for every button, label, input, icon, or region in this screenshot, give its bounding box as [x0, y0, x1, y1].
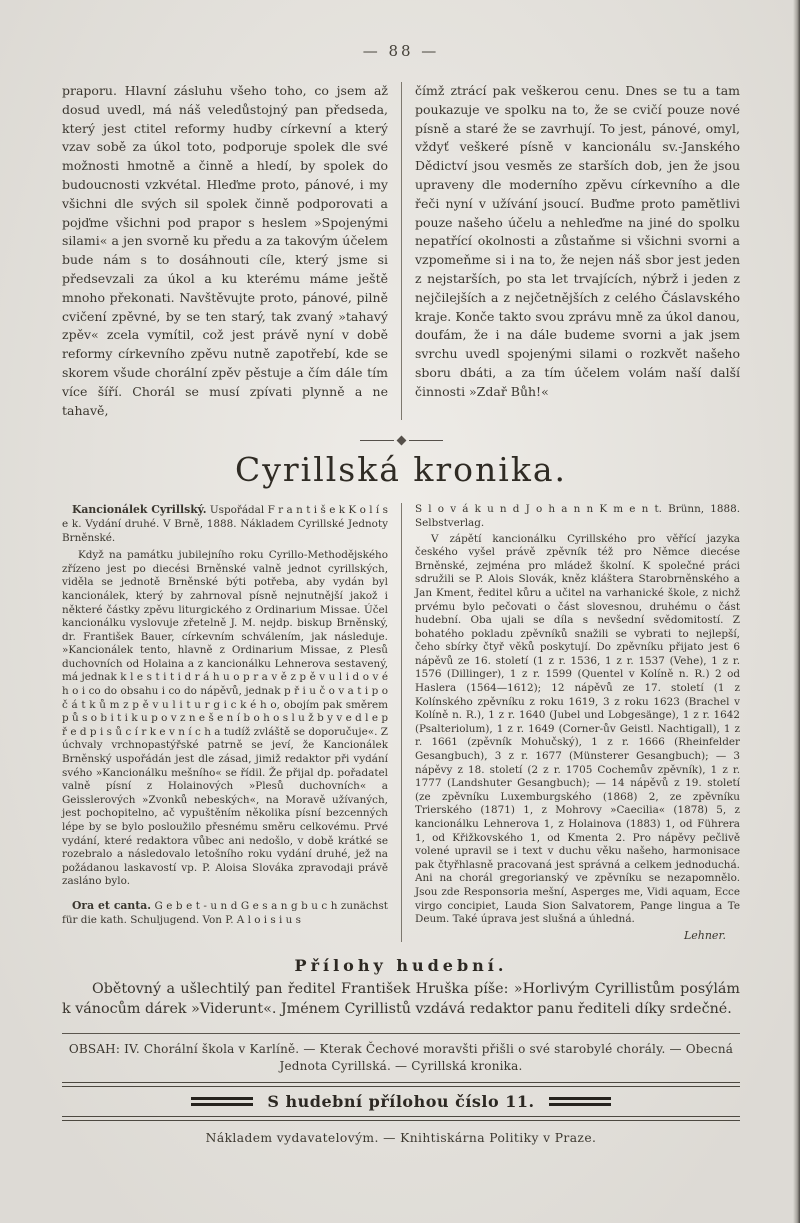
kronika-right-column [401, 503, 740, 942]
section-divider-ornament [62, 434, 740, 446]
imprint-line: Nákladem vydavatelovým. — Knihtiskárna Politiky v Praze. [205, 1131, 597, 1146]
kronika-section [62, 503, 740, 942]
obsah-contents-line: OBSAH: IV. Chorální škola v Karlíně. — Kterak Čechové moravšti přišli o své starobylé chorály. — Obecná Jednota Cyrillská. — Cyrillská kronika. [68, 1042, 734, 1073]
banner-bottom-rule [62, 1116, 740, 1121]
entry-kancionalek-heading [62, 503, 388, 545]
review-continuation-heading: S l o v á k u n d J o h a n n K m e n t. Brünn, 1888. Selbstverlag. [415, 503, 740, 529]
report-left-column [62, 82, 401, 420]
report-left-paragraph: praporu. Hlavní zásluhu všeho toho, co jsem až dosud uvedl, má náš veledůstojný pan předseda, který jest ctitel reformy hudby církevní a který vzav sobě za úkol toto, podporuje spolek dle své možnosti hmotně a činně a hledí, by spolek do budoucnosti vzkvétal. Hleďme proto, pánové, i my všichni dle svých sil spolek činně podporovati a pojďme všichni pod prapor s heslem »Spojenými silami« a jen svorně ku předu a za takovým účelem bude nám s to dosáhnouti cíle, který jsme si předsevzali za úkol a ku kterému máme ještě mnoho překonati. Navštěvujte proto, pánové, pilně cvičení zpěvné, by se ten starý, tak zvaný »tahavý zpěv« zcela vymítil, což jest právě nyní v době reformy církevního zpěvu nutně zapotřebí, kde se skorem všude chorální zpěv pěstuje a čím dále tím více šíří. Chorál se musí zpívati plynně a ne tahavě, [62, 83, 388, 418]
review-signature: Lehner. [683, 928, 726, 942]
entry-ora-et-canta-text: G e b e t - u n d G e s a n g b u c h zunächst für die kath. Schuljugend. Von P. A l o i s i u s [62, 899, 388, 926]
entry-kancionalek-imprint: Uspořádal F r a n t i š e k K o l í s e k. Vydání druhé. V Brně, 1888. Nákladem Cyrillské Jednoty Brněnské. [62, 504, 388, 544]
kronika-section-title: Cyrillská kronika. [234, 450, 568, 490]
prilohy-body: Obětovný a ušlechtilý pan ředitel František Hruška píše: »Horlivým Cyrillistům posýlám k vánocům dárek »Viderunt«. Jménem Cyrillistů vzdává redaktor panu řediteli díky srdečné. [62, 981, 740, 1018]
supplement-banner [62, 1092, 740, 1111]
entry-kancionalek-body: Když na památku jubilejního roku Cyrillo-Methodějského zřízeno jest po diecési Brněnské valně jednot cyrillských, viděla se jednotě Brněnské býti potřeba, aby vydán byl kancionálek, který by zahrnoval písně nejnutnější jakož i některé částky zpěvu liturgického z Ordinarium Missae. Účel kancionálku vyslovuje zřetelně J. M. nejdp. biskup Brněnský, dr. František Bauer, církevním schválením, jak následuje. »Kancionálek tento, hlavně z Ordinarium Missae, z Plesů duchovních od Holaina a z kancionálku Lehnerova sestavený, má jednak k l e s t i t i d r á h u o p r a v ě z p ě v u l i d o v é h o i co do obsahu i co do nápěvů, jednak p ř i u č o v a t i p o č á t k ů m z p ě v u l i t u r g i c k é h o, obojím pak směrem p ů s o b i t i k u p o v z n e š e n í b o h o s l u ž b y v e d l e p ř e d p i s ů c í r k e v n í c h a tudíž zvláště se doporučuje«. Z úchvaly vrchnopastýřské patrně se jeví, že Kancionálek Brněnský uspořádán jest dle zásad, jimiž redaktor při vydání svého »Kancionálku mešního« se řídil. Že přijal dp. pořadatel valně písní z Holainových »Plesů duchovních« a Geisslerových »Zvonků nebeských«, na Moravě užívaných, jest pochopitelno, ač vypuštěním několika písní bezcenných lépe by se bylo posloužilo přesnému směru celkovému. Prvé vydání, které redaktora vůbec ani nedošlo, v době krátké se rozebralo a následovalo letošního roku vydání druhé, jež na požádanou laskavostí vp. P. Aloisa Slováka zpravodaji právě zasláno bylo. [62, 549, 388, 888]
diamond-icon [396, 435, 406, 445]
banner-ornament-left [191, 1097, 253, 1106]
banner-ornament-right [549, 1097, 611, 1106]
page-number: — 88 — [362, 42, 440, 60]
prilohy-section-title: Přílohy hudební. [294, 956, 508, 976]
review-body: V zápětí kancionálku Cyrillského pro věřící jazyka českého vyšel právě zpěvník též pro Němce diecése Brněnské, zejména pro mládež školní. K společné práci sdružili se P. Alois Slovák, kněz kláštera Starobrněnského a Jan Kment, ředitel kůru a učitel na varhanické škole, z nichž prvému bylo pečovati o část slovesnou, druhému o část hudební. Oba ujali se díla s nevšední svědomitostí. Z bohatého pokladu zpěvníků snažili se vybrati to nejlepší, čeho sbírky čtyř věků poskytují. Do zpěvníku přijato jest 6 nápěvů ze 16. století (1 z r. 1536, 1 z r. 1537 (Vehe), 1 z r. 1576 (Dillinger), 1 z r. 1599 (Quentel v Kolíně n. R.) 2 od Haslera (1564—1612); 12 nápěvů ze 17. století (1 z Kolínského zpěvníku z roku 1619, 3 z roku 1623 (Brachel v Kolíně n. R.), 1 z r. 1640 (Jubel und Lobgesänge), 1 z r. 1642 (Psalteriolum), 1 z r. 1649 (Corner-ův Geistl. Nachtigall), 1 z r. 1661 (zpěvník Mohučský), 1 z r. 1666 (Rheinfelder Gesangbuch), 3 z r. 1677 (Münsterer Gesangbuch); — 3 nápěvy z 18. století (2 z r. 1705 Cochemův zpěvník), 1 z r. 1777 (Landshuter Gesangbuch); — 14 nápěvů z 19. století (ze zpěvníku Luxemburgského (1868) 2, ze zpěvníku Trierského (1871) 1, z Mohrovy »Caecilia« (1878) 5, z kancionálku Lehnerova 1, z Holainova (1883) 1, od Führera 1, od Křižkovského 1, od Kmenta 2. Pro nápěvy pečlivě volené upravil se i text v duchu věku našeho, harmonisace pak čtyřhlasně pracovaná jest správná a celkem jednoduchá. Ani na chorál gregorianský ve zpěvníku se nezapomnělo. Jsou zde Responsoria mešní, Asperges me, Vidi aquam, Ecce virgo concipiet, Lauda Sion Salvatorem, Pange lingua a Te Deum. Také úprava jest slušná a úhledná. [415, 532, 740, 926]
report-right-column [401, 82, 740, 420]
ornament-line-right [409, 440, 443, 441]
banner-top-rule [62, 1082, 740, 1087]
kronika-left-column [62, 503, 401, 942]
ornament-line-left [360, 440, 394, 441]
entry-ora-et-canta-title: Ora et canta. [72, 898, 151, 912]
report-right-paragraph: čímž ztrácí pak veškerou cenu. Dnes se tu a tam poukazuje ve spolku na to, že se cvičí pouze nové písně a staré že se zavrhují. To jest, pánové, omyl, vždyť veškeré písně v kancionálu sv.-Janského Dědictví jsou vesměs ze starších dob, jen že jsou upraveny dle moderního zpěvu církevního a dle řeči nyní v užívání jsoucí. Buďme proto pamětlivi pouze našeho účelu a nehleďme na jiné do spolku nepatřící okolnosti a zůstaňme si všichni svorni a vzpomeňme si i na to, že nejen náš sbor jest jeden z nejstarších, po sta let trvajících, nýbrž i jeden z nejčilejších a z nejčetnějších z celého Čáslavského kraje. Konče takto svou zprávu mně za úkol danou, doufám, že i na dále budeme svorni a jak jsem svrchu uvedl spojenými silami o rozkvět našeho sboru dbáti, a za tím účelem volám naší další činnosti »Zdař Bůh!« [415, 83, 740, 399]
page-edge-shadow [793, 0, 800, 1223]
report-section [62, 82, 740, 420]
supplement-banner-text: S hudební přílohou číslo 11. [267, 1092, 535, 1112]
entry-kancionalek-title: Kancionálek Cyrillský. [72, 503, 207, 517]
entry-ora-et-canta [62, 899, 388, 927]
obsah-top-rule [62, 1033, 740, 1034]
